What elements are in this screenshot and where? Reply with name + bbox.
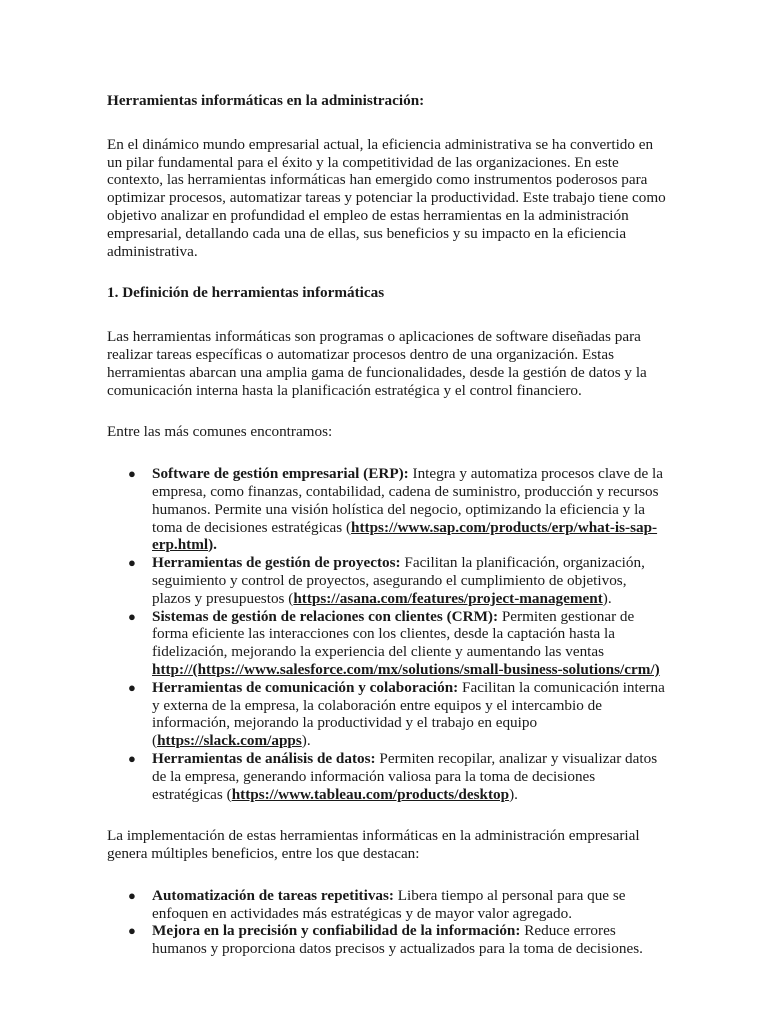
list-item-term: Mejora en la precisión y confiabilidad de la información: <box>152 922 521 940</box>
list-item-term: Software de gestión empresarial (ERP): <box>152 465 409 483</box>
list-item-communication <box>107 679 667 750</box>
tools-list <box>107 465 667 803</box>
erp-link[interactable]: https://www.sap.com/products/erp/what-is-sap-erp.html <box>152 518 658 554</box>
list-item-text: Facilitan la planificación, organización, seguimiento y control de proyectos, asegurando el cumplimiento de objetivos, plazos y presupuestos ( <box>152 554 645 607</box>
list-item-text: Libera tiempo al personal para que se enfoquen en actividades más estratégicas y de mayor valor agregado. <box>152 886 626 922</box>
list-item-data-analysis <box>107 750 667 803</box>
tableau-link[interactable]: https://www.tableau.com/products/desktop <box>231 785 510 803</box>
definition-paragraph: Las herramientas informáticas son programas o aplicaciones de software diseñadas para realizar tareas específicas o automatizar procesos dentro de una organización. Estas herramientas abarcan una amplia gama de funcionalidades, desde la gestión de datos y la comunicación interna hasta la planificación estratégica y el control financiero. <box>107 328 647 399</box>
list-item-term: Herramientas de comunicación y colaboración: <box>152 678 459 696</box>
list-item-text: Reduce errores humanos y proporciona datos precisos y actualizados para la toma de decisiones. <box>152 922 643 958</box>
list-item-project-management <box>107 554 667 607</box>
salesforce-link[interactable]: http://(https://www.salesforce.com/mx/solutions/small-business-solutions/crm/) <box>152 660 660 678</box>
benefits-lead-text: La implementación de estas herramientas informáticas en la administración empresarial genera múltiples beneficios, entre los que destacan: <box>107 827 640 863</box>
list-item-crm <box>107 608 667 679</box>
list-item-after: ). <box>301 732 311 750</box>
list-item-accuracy <box>107 922 667 958</box>
list-item-after: ). <box>509 785 518 803</box>
bullet-icon: ● <box>128 887 136 903</box>
list-item-term: Herramientas de gestión de proyectos: <box>152 554 401 572</box>
list-item-term: Herramientas de análisis de datos: <box>152 749 376 767</box>
bullet-icon: ● <box>128 608 136 624</box>
list-item-text: Permiten gestionar de forma eficiente las interacciones con los clientes, desde la captación hasta la fidelización, mejorando la experiencia del cliente y aumentando las ventas <box>152 607 635 661</box>
list-item-erp <box>107 465 667 554</box>
list-item-text: Facilitan la comunicación interna y externa de la empresa, la colaboración entre equipos y el intercambio de información, mejorando la productividad y el trabajo en equipo ( <box>152 678 665 750</box>
bullet-icon: ● <box>128 923 136 939</box>
list-item-after: ). <box>602 589 612 607</box>
intro-paragraph: En el dinámico mundo empresarial actual, la eficiencia administrativa se ha convertido en un pilar fundamental para el éxito y la competitividad de las organizaciones. En este contexto, las herramientas informáticas han emergido como instrumentos poderosos para optimizar procesos, automatizar tareas y potenciar la productividad. Este trabajo tiene como objetivo analizar en profundidad el empleo de estas herramientas en la administración empresarial, detallando cada una de ellas, sus beneficios y su impacto en la eficiencia administrativa. <box>107 135 666 260</box>
list-item-automation <box>107 887 667 923</box>
bullet-icon: ● <box>128 679 136 695</box>
bullet-icon: ● <box>128 555 136 571</box>
tools-lead-text: Entre las más comunes encontramos: <box>107 423 333 441</box>
document-title: Herramientas informáticas en la administración: <box>107 92 425 109</box>
benefits-list <box>107 887 667 958</box>
list-item-term: Automatización de tareas repetitivas: <box>152 886 394 904</box>
bullet-icon: ● <box>128 466 136 482</box>
list-item-after: ). <box>208 536 217 554</box>
document-page <box>107 92 667 958</box>
list-item-text: Integra y automatiza procesos clave de la empresa, como finanzas, contabilidad, cadena de suministro, producción y recursos humanos. Permite una visión holística del negocio, optimizando la eficiencia y la toma de decisiones estratégicas ( <box>152 465 664 536</box>
list-item-term: Sistemas de gestión de relaciones con clientes (CRM): <box>152 607 499 625</box>
section-1-heading: 1. Definición de herramientas informáticas <box>107 284 385 302</box>
bullet-icon: ● <box>128 750 136 766</box>
slack-link[interactable]: https://slack.com/apps <box>157 732 302 750</box>
list-item-text: Permiten recopilar, analizar y visualizar datos de la empresa, generando información valiosa para la toma de decisiones estratégicas ( <box>152 749 658 803</box>
asana-link[interactable]: https://asana.com/features/project-management <box>293 589 603 607</box>
